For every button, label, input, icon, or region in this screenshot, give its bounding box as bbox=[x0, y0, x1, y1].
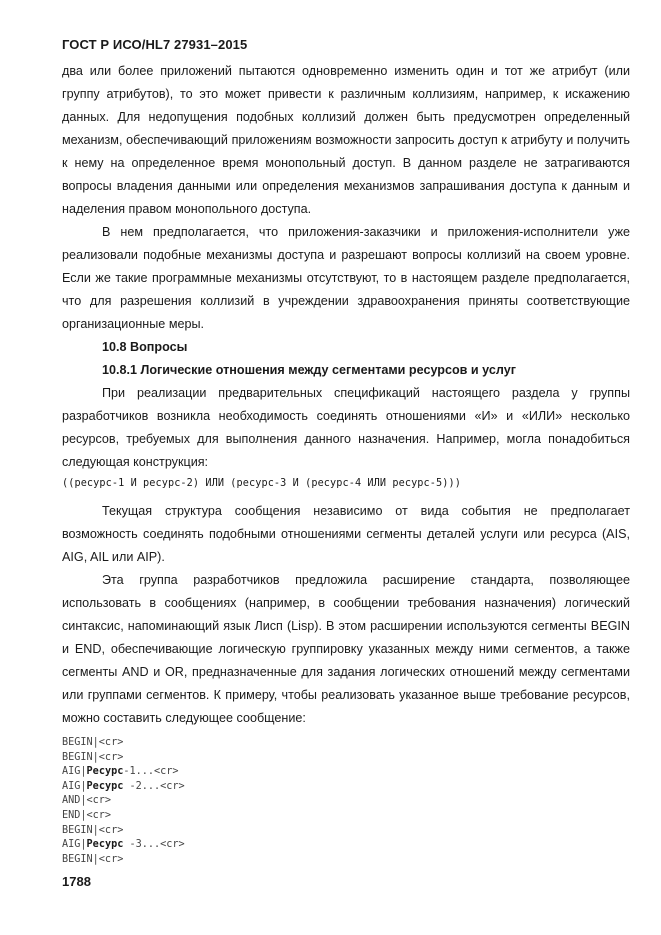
code-line bbox=[62, 780, 630, 795]
code-segment: AIG| bbox=[62, 780, 87, 792]
code-resource: Ресурс bbox=[86, 766, 124, 778]
code-segment: AIG| bbox=[62, 766, 87, 778]
code-resource: Ресурс bbox=[86, 839, 124, 851]
code-line bbox=[62, 838, 630, 853]
code-line: BEGIN|<cr> bbox=[62, 737, 124, 748]
logic-formula: ((ресурс-1 И ресурс-2) ИЛИ (ресурс-3 И (ресурс-4 ИЛИ ресурс-5))) bbox=[62, 478, 461, 489]
code-resource: Ресурс bbox=[86, 780, 124, 792]
section-heading-10-8: 10.8 Вопросы bbox=[102, 340, 188, 354]
paragraph: В нем предполагается, что приложения-заказчики и приложения-исполнители уже реализовали подобные механизмы доступа и разрешают вопросы коллизий на своем уровне. Если же такие программные механизмы отсутствуют, то в настоящем разделе предполагается, что для разрешения коллизий в учреждении здравоохранения приняты соответствующие организационные меры. bbox=[62, 225, 630, 331]
code-line: END|<cr> bbox=[62, 809, 112, 821]
code-line: BEGIN|<cr> bbox=[62, 751, 124, 763]
section-heading-10-8-1: 10.8.1 Логические отношения между сегментами ресурсов и услуг bbox=[102, 363, 516, 377]
code-segment: -3...<cr> bbox=[123, 839, 185, 851]
code-segment: -1...<cr> bbox=[123, 766, 179, 778]
paragraph: Эта группа разработчиков предложила расширение стандарта, позволяющее использовать в сообщениях (например, в сообщении требования назначения) логический синтаксис, напоминающий язык Лисп (Lisp). В этом расширении используются сегменты BEGIN и END, обеспечивающие логическую группировку указанных между ними сегментов, а также сегменты AND и OR, предназначенные для задания логических отношений между сегментами или группами сегментов. К примеру, чтобы реализовать указанное выше требование ресурсов, можно составить следующее сообщение: bbox=[62, 573, 630, 725]
code-line: AND|<cr> bbox=[62, 795, 112, 807]
code-segment: AIG| bbox=[62, 839, 87, 851]
standard-header: ГОСТ Р ИСО/HL7 27931–2015 bbox=[62, 37, 248, 52]
code-line bbox=[62, 765, 630, 780]
document-body bbox=[62, 60, 630, 867]
message-code-block bbox=[62, 736, 630, 867]
page-number: 1788 bbox=[62, 874, 91, 889]
paragraph: два или более приложений пытаются одновременно изменить один и тот же атрибут (или группу атрибутов), то это может привести к различным коллизиям, например, к искажению данных. Для недопущения подобных коллизий должен быть предусмотрен определенный механизм, обеспечивающий приложениям возможности запросить доступ к атрибуту и получить к нему на определенное время монопольный доступ. В данном разделе не затрагиваются вопросы владения данными или определения механизмов запрашивания доступа к данным и наделения правом монопольного доступа. bbox=[62, 64, 630, 216]
code-segment: -2...<cr> bbox=[123, 780, 185, 792]
paragraph: При реализации предварительных спецификаций настоящего раздела у группы разработчиков возникла необходимость соединять отношениями «И» и «ИЛИ» несколько ресурсов, требуемых для выполнения данного назначения. Например, могла понадобиться следующая конструкция: bbox=[62, 386, 630, 469]
code-line: BEGIN|<cr> bbox=[62, 824, 124, 836]
paragraph: Текущая структура сообщения независимо от вида события не предполагает возможность соединять подобными отношениями сегменты деталей услуги или ресурса (AIS, AIG, AIL или AIP). bbox=[62, 504, 630, 564]
code-line: BEGIN|<cr> bbox=[62, 853, 124, 865]
